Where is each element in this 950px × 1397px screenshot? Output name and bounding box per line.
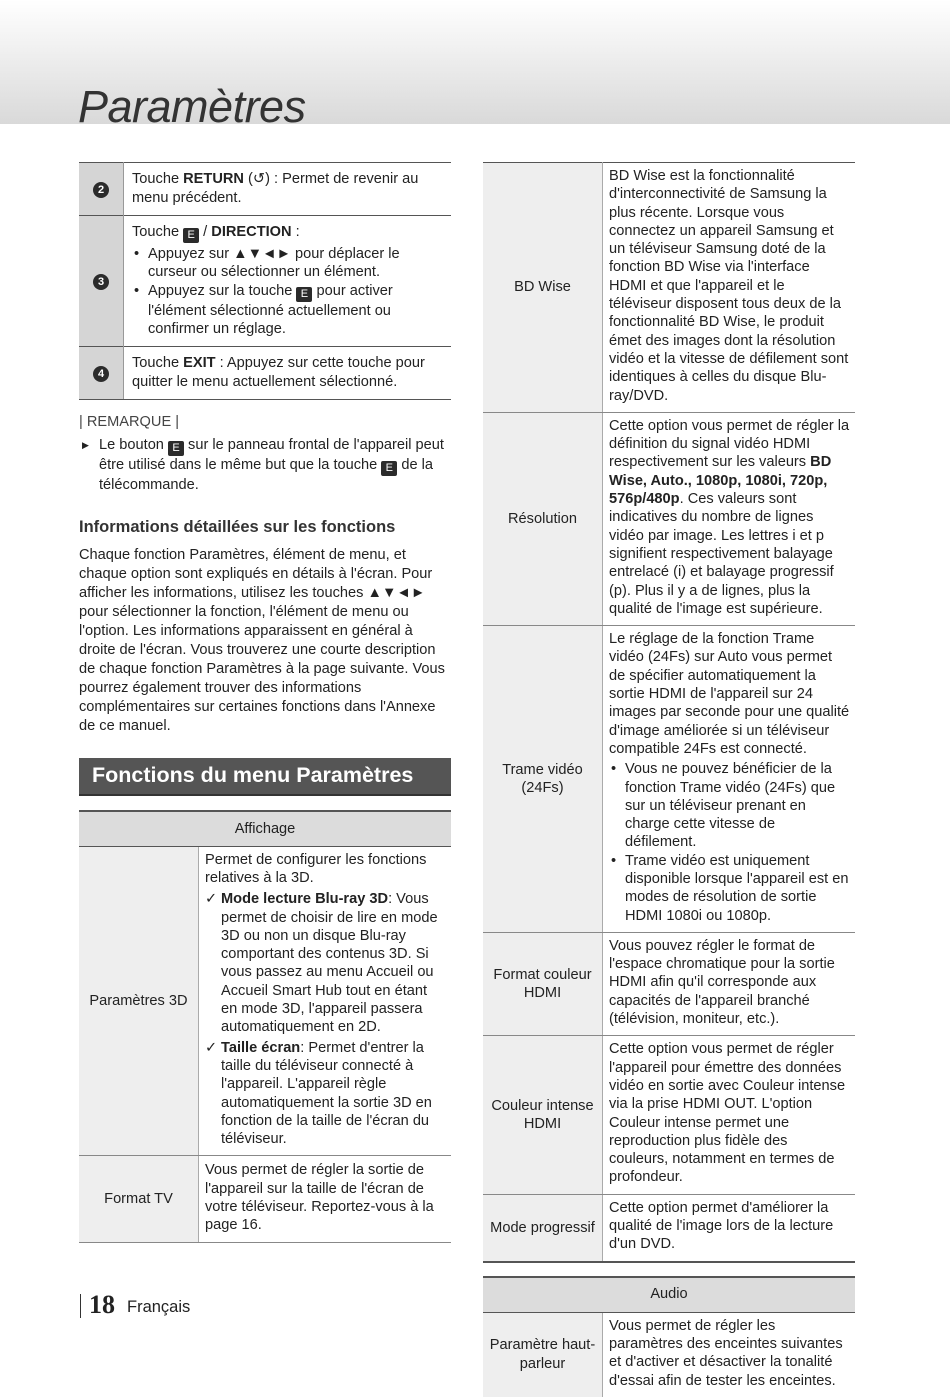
check-item-mode-bluray-3d: ✓ Mode lecture Blu-ray 3D: Vous permet de choisir de lire en mode 3D ou non un disque Blu-ray comportant des contenus 3D. Si vous passez au menu Accueil ou Accueil Smart Hub tout en étant en mode 3D, l'appareil passera automatiquement en 2D. — [221, 890, 446, 1036]
functions-banner: Fonctions du menu Paramètres — [79, 758, 451, 796]
label-bd-wise: BD Wise — [483, 163, 603, 413]
check-item-taille-ecran: ✓ Taille écran: Permet d'entrer la taille du téléviseur connecté à l'appareil. L'appareil règle automatiquement la sortie 3D en fonction de la taille de l'écran du téléviseur. — [221, 1039, 446, 1149]
desc-format-tv: Vous permet de régler la sortie de l'appareil sur la taille de l'écran de votre téléviseur. Reportez-vous à la page 16. — [199, 1156, 452, 1243]
left-column — [79, 162, 451, 1243]
row-couleur-intense — [483, 1036, 855, 1194]
arrow-right-icon: ▶ — [82, 440, 89, 451]
desc-resolution: Cette option vous permet de régler la définition du signal vidéo HDMI respectivement sur les valeurs BD Wise, Auto., 1080p, 1080i, 720p, 576p/480p. Ces valeurs sont indicatives du nombre de lignes vidéo par image. Les lettres i et p signifient respectivement balayage entrelacé (i) et balayage progressif (p). Plus il y a de lignes, plus la qualité de l'image est supérieure. — [603, 412, 856, 625]
row-format-couleur — [483, 932, 855, 1035]
trame-bullet-2: • Trame vidéo est uniquement disponible lorsque l'appareil est en modes de résolution de sortie HDMI 1080i ou 1080p. — [625, 852, 850, 925]
affichage-table-continued — [483, 162, 855, 1263]
row-resolution — [483, 412, 855, 625]
footer-divider — [80, 1294, 81, 1318]
page-title: Paramètres — [78, 81, 306, 132]
row-bd-wise — [483, 163, 855, 413]
label-format-couleur: Format couleur HDMI — [483, 932, 603, 1035]
remote-keys-table — [79, 162, 451, 400]
key-row-return — [79, 163, 451, 216]
trame-bullet-1: • Vous ne pouvez bénéficier de la fonction Trame vidéo (24Fs) que sur un téléviseur prenant en charge cette vitesse de défilement. — [625, 760, 850, 851]
enter-button-icon: E — [183, 228, 199, 243]
label-format-tv: Format TV — [79, 1156, 199, 1243]
desc-couleur-intense: Cette option vous permet de régler l'appareil pour émettre des données vidéo en sortie avec Couleur intense via la prise HDMI OUT. L'option Couleur intense permet une reproduction plus fidèle des couleurs, notamment en termes de profondeur. — [603, 1036, 856, 1194]
desc-mode-progressif: Cette option permet d'améliorer la qualité de l'image lors de la lecture d'un DVD. — [603, 1194, 856, 1261]
row-parametre-haut-parleur — [483, 1312, 855, 1397]
desc-parametre-haut-parleur: Vous permet de régler les paramètres des enceintes suivantes et d'activer et désactiver la tonalité d'essai afin de tester les enceintes. — [609, 1317, 843, 1389]
row-format-tv — [79, 1156, 451, 1243]
audio-table — [483, 1276, 855, 1397]
direction-bullet-1: • Appuyez sur ▲▼◄► pour déplacer le curseur ou sélectionner un élément. — [148, 245, 445, 282]
label-mode-progressif: Mode progressif — [483, 1194, 603, 1261]
note-heading: | REMARQUE | — [79, 414, 180, 431]
affichage-table — [79, 810, 451, 1244]
direction-bullet-2: • Appuyez sur la touche E pour activer l'élément sélectionné actuellement ou confirmer un réglage. — [148, 282, 445, 339]
desc-bd-wise: BD Wise est la fonctionnalité d'interconnectivité de Samsung la plus récente. Lorsque vous connectez un appareil Samsung et un téléviseur Samsung doté de la fonction BD Wise via l'interface HDMI et que l'appareil et le téléviseur disposent tous deux de la fonctionnalité BD Wise, le produit émet des images dont la résolution vidéo et la vitesse de défilement sont identiques à celles du disque Blu-ray/DVD. — [603, 163, 856, 413]
label-parametres-3d: Paramètres 3D — [79, 846, 199, 1156]
note-text: ▶ Le bouton E sur le panneau frontal de l'appareil peut être utilisé dans le même but que la touche E de la télécommande. — [82, 437, 444, 494]
direction-key-description: Touche E / DIRECTION : • Appuyez sur ▲▼◄► pour déplacer le curseur ou sélectionner un élément. • Appuyez sur la touche E pour activer l'élément sélectionné actuellement ou confirmer un réglage. — [124, 216, 452, 347]
label-parametre-haut-parleur: Paramètre haut-parleur — [483, 1312, 603, 1397]
label-couleur-intense: Couleur intense HDMI — [483, 1036, 603, 1194]
info-heading: Informations détaillées sur les fonctions — [79, 517, 396, 536]
return-key-description: Touche RETURN (↺) : Permet de revenir au menu précédent. — [124, 163, 452, 216]
page-language: Français — [127, 1298, 191, 1316]
row-parametres-3d — [79, 846, 451, 1156]
page-number: 18 — [89, 1290, 115, 1319]
section-audio: Audio — [483, 1277, 855, 1313]
label-resolution: Résolution — [483, 412, 603, 625]
key-row-direction — [79, 216, 451, 347]
enter-button-icon: E — [168, 441, 184, 456]
info-paragraph: Chaque fonction Paramètres, élément de menu, et chaque option sont expliqués en détails à l'écran. Pour afficher les informations, utilisez les touches ▲▼◄► pour sélectionner la fonction, l'élément de menu ou l'option. Les informations apparaissent en général à droite de l'écran. Vous trouverez une courte description de chaque fonction Paramètres à la page suivante. Vous pourrez également trouver des informations complémentaires sur certaines fonctions dans l'Annexe de ce manuel. — [79, 546, 445, 734]
row-mode-progressif — [483, 1194, 855, 1261]
number-2-icon: 2 — [93, 182, 109, 198]
section-affichage: Affichage — [79, 811, 451, 847]
enter-button-icon: E — [381, 461, 397, 476]
desc-format-couleur: Vous pouvez régler le format de l'espace chromatique pour la sortie HDMI afin qu'il corresponde aux capacités de l'appareil branché (télévision, moniteur, etc.). — [603, 932, 856, 1035]
row-trame-video — [483, 626, 855, 933]
key-row-exit — [79, 347, 451, 400]
desc-trame-video: Le réglage de la fonction Trame vidéo (24Fs) sur Auto vous permet de spécifier automatiquement la sortie HDMI de l'appareil sur 24 images par seconde pour une qualité d'image améliorée si un téléviseur compatible 24Fs est connecté. • Vous ne pouvez bénéficier de la fonction Trame vidéo (24Fs) que sur un téléviseur prenant en charge cette vitesse de défilement. • Trame vidéo est uniquement disponible lorsque l'appareil est en modes de résolution de sortie HDMI 1080i ou 1080p. — [603, 626, 856, 933]
number-3-icon: 3 — [93, 274, 109, 290]
right-column — [483, 162, 855, 1397]
label-trame-video: Trame vidéo (24Fs) — [483, 626, 603, 933]
enter-button-icon: E — [296, 287, 312, 302]
number-4-icon: 4 — [93, 366, 109, 382]
desc-parametres-3d: Permet de configurer les fonctions relatives à la 3D. ✓ Mode lecture Blu-ray 3D: Vous permet de choisir de lire en mode 3D ou non un disque Blu-ray comportant des contenus 3D. Si vous passez au menu Accueil ou Accueil Smart Hub tout en étant en mode 3D, l'appareil passera automatiquement en 2D. ✓ Taille écran: Permet d'entrer la taille du téléviseur connecté à l'appareil. L'appareil règle automatiquement la sortie 3D en fonction de la taille de l'écran du téléviseur. — [199, 846, 452, 1156]
exit-key-description: Touche EXIT : Appuyez sur cette touche pour quitter le menu actuellement sélectionné. — [124, 347, 452, 400]
